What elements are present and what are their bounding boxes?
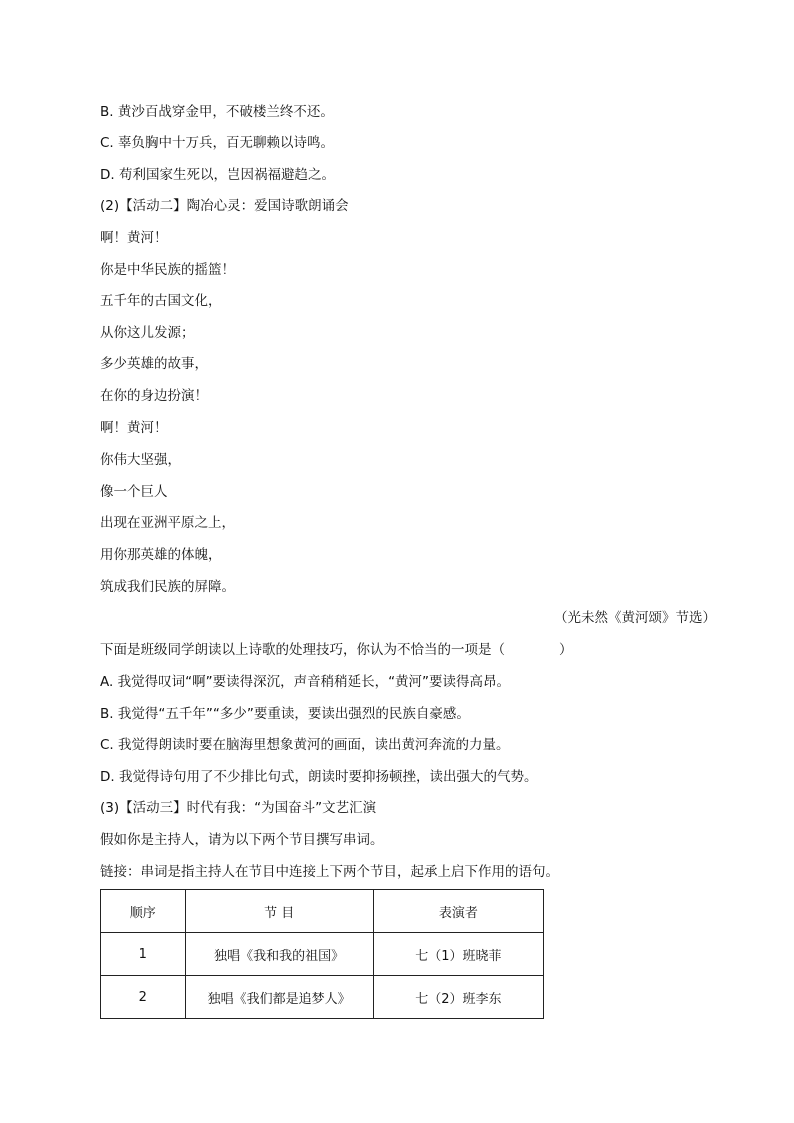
header-performer: 表演者 [373, 890, 543, 933]
cell-program: 独唱《我和我的祖国》 [185, 933, 373, 976]
activity3-instruction: 假如你是主持人，请为以下两个节目撰写串词。 [100, 832, 384, 848]
cell-performer: 七（2）班李东 [373, 976, 543, 1019]
cell-order: 2 [101, 976, 186, 1019]
poem-line: 从你这儿发源； [100, 325, 195, 341]
poem-line: 你伟大坚强， [100, 452, 181, 468]
program-table [100, 889, 544, 1019]
poem-line: 像一个巨人 [100, 484, 168, 500]
poem-line: 筑成我们民族的屏障。 [100, 579, 235, 595]
activity2-question: 下面是班级同学朗读以上诗歌的处理技巧，你认为不恰当的一项是（ ） [100, 642, 573, 658]
table-row [101, 976, 544, 1019]
poem-line: 多少英雄的故事， [100, 356, 208, 372]
poem-line: 你是中华民族的摇篮！ [100, 262, 235, 278]
poem-line: 五千年的古国文化， [100, 293, 222, 309]
poem-line: 啊！黄河！ [100, 230, 168, 246]
poem-line: 在你的身边扮演！ [100, 388, 208, 404]
cell-performer: 七（1）班晓菲 [373, 933, 543, 976]
option-d: D. 苟利国家生死以，岂因祸福避趋之。 [100, 167, 335, 183]
option-c: C. 我觉得朗读时要在脑海里想象黄河的画面，读出黄河奔流的力量。 [100, 737, 510, 753]
option-c: C. 辜负胸中十万兵，百无聊赖以诗鸣。 [100, 135, 335, 151]
option-a: A. 我觉得叹词“啊”要读得深沉，声音稍稍延长，“黄河”要读得高昂。 [100, 674, 511, 690]
header-order: 顺序 [101, 890, 186, 933]
poem-line: 出现在亚洲平原之上， [100, 515, 235, 531]
poem-line: 啊！黄河！ [100, 420, 168, 436]
header-program: 节 目 [185, 890, 373, 933]
activity3-heading: (3)【活动三】时代有我：“为国奋斗”文艺汇演 [100, 800, 377, 816]
poem-line: 用你那英雄的体魄， [100, 547, 222, 563]
cell-program: 独唱《我们都是追梦人》 [185, 976, 373, 1019]
cell-order: 1 [101, 933, 186, 976]
table-header-row [101, 890, 544, 933]
link-note: 链接：串词是指主持人在节目中连接上下两个节目，起承上启下作用的语句。 [100, 864, 559, 880]
poem-source: （光未然《黄河颂》节选） [554, 610, 716, 626]
table-row [101, 933, 544, 976]
option-b: B. 黄沙百战穿金甲，不破楼兰终不还。 [100, 104, 334, 120]
option-b: B. 我觉得“五千年”“多少”要重读，要读出强烈的民族自豪感。 [100, 706, 470, 722]
option-d: D. 我觉得诗句用了不少排比句式，朗读时要抑扬顿挫，读出强大的气势。 [100, 769, 538, 785]
activity2-heading: (2)【活动二】陶冶心灵：爱国诗歌朗诵会 [100, 198, 349, 214]
